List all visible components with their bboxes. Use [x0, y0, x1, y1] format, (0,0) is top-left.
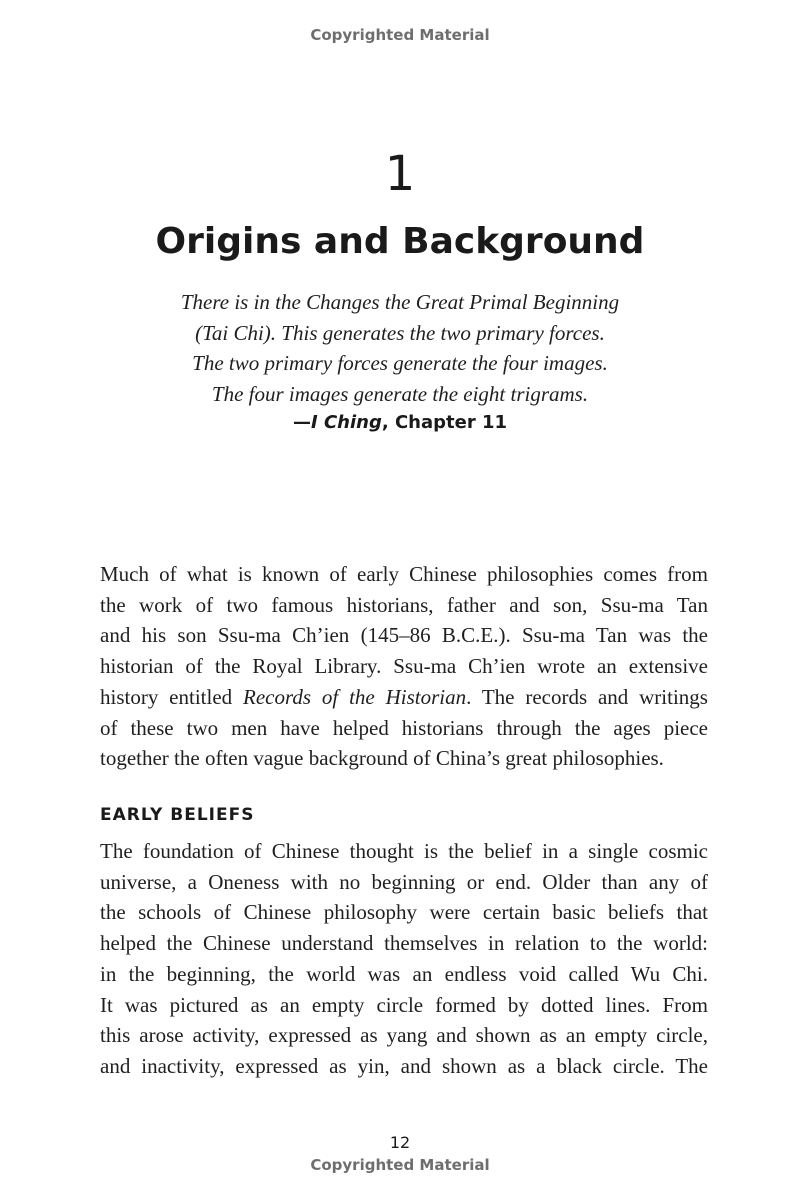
paragraph-line: historian of the Royal Library. Ssu-ma Ch’ien wrote an extensive	[100, 654, 708, 679]
paragraph-line: The foundation of Chinese thought is the belief in a single cosmic	[100, 839, 708, 863]
paragraph-line: and his son Ssu-ma Ch’ien (145–86 B.C.E.). Ssu-ma Tan was the	[100, 623, 708, 648]
attribution-dash: —	[292, 412, 311, 433]
page-number: 12	[389, 1133, 411, 1152]
section-heading: EARLY BELIEFS	[100, 805, 255, 825]
copyright-watermark-top: Copyrighted Material	[310, 26, 490, 44]
epigraph-line: There is in the Changes the Great Primal Beginning	[180, 290, 620, 314]
paragraph-text: history entitled	[100, 684, 244, 709]
attribution-source: I Ching	[310, 412, 382, 433]
paragraph-line: together the often vague background of China’s great philosophies.	[100, 746, 664, 771]
paragraph-line	[100, 682, 708, 713]
paragraph-line: helped the Chinese understand themselves in relation to the world:	[100, 931, 708, 956]
paragraph-line: this arose activity, expressed as yang and shown as an empty circle,	[100, 1023, 708, 1048]
epigraph-line: The two primary forces generate the four images.	[192, 351, 608, 375]
paragraph-historians	[100, 559, 708, 774]
paragraph-early-beliefs	[100, 836, 708, 1082]
chapter-number: 1	[384, 146, 416, 202]
book-title: Records of the Historian	[243, 684, 467, 709]
epigraph-line: (Tai Chi). This generates the two primary forces.	[195, 320, 605, 345]
paragraph-text: . The records and writings	[466, 684, 708, 709]
epigraph-line: The four images generate the eight trigrams.	[211, 381, 589, 406]
chapter-title: Origins and Background	[155, 221, 645, 262]
paragraph-line: the schools of Chinese philosophy were certain basic beliefs that	[100, 900, 708, 925]
paragraph-line: and inactivity, expressed as yin, and shown as a black circle. The	[100, 1053, 708, 1078]
paragraph-line: It was pictured as an empty circle formed by dotted lines. From	[100, 992, 708, 1017]
paragraph-line: in the beginning, the world was an endless void called Wu Chi.	[100, 961, 708, 986]
paragraph-line: universe, a Oneness with no beginning or end. Older than any of	[100, 869, 708, 894]
attribution-chapter: , Chapter 11	[381, 412, 508, 433]
paragraph-line: the work of two famous historians, father and son, Ssu-ma Tan	[100, 592, 708, 617]
paragraph-line: Much of what is known of early Chinese philosophies comes from	[100, 562, 708, 586]
paragraph-line: of these two men have helped historians through the ages piece	[100, 715, 708, 740]
epigraph-attribution	[0, 412, 800, 433]
copyright-watermark-bottom: Copyrighted Material	[310, 1156, 490, 1174]
epigraph	[0, 287, 800, 409]
